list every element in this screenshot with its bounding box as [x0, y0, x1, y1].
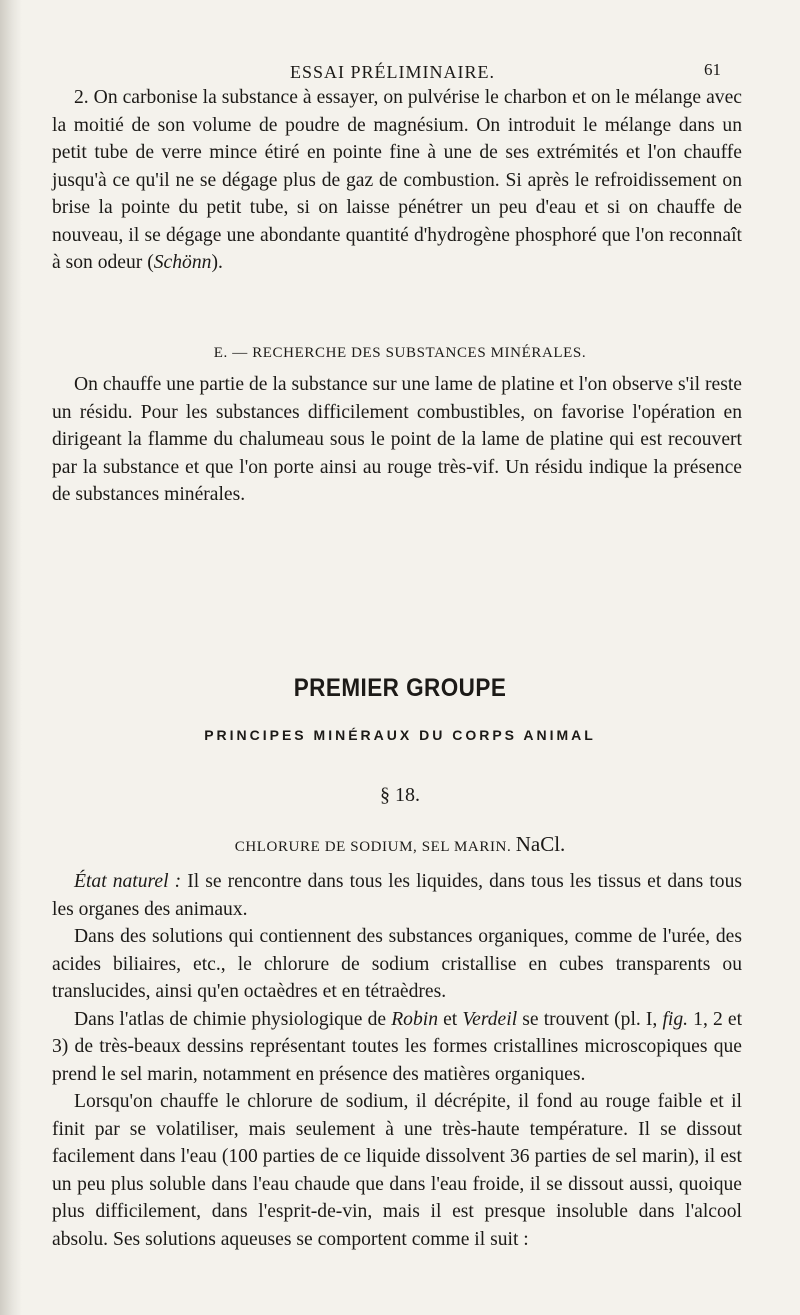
- author-schonn: Schönn: [153, 252, 212, 273]
- group-title: PREMIER GROUPE: [293, 674, 507, 702]
- paragraph-carbonisation: [52, 84, 742, 277]
- fig-abbrev: fig.: [662, 1008, 689, 1030]
- atlas-text-d: 1, 2 et 3) de très-beaux dessins représentant toutes les formes cristallines microscopiques que prend le sel marin, notamment en présence des matières organiques.: [52, 1008, 743, 1085]
- etat-naturel-label: État naturel :: [74, 871, 182, 892]
- paragraph-mineral-search: [52, 371, 742, 509]
- para1-text: 2. On carbonise la substance à essayer, on pulvérise le charbon et on le mélange avec la moitié de son volume de poudre de magnésium. On introduit le mélange dans un petit tube de verre mince étiré en pointe fine à une de ses extrémités et l'on chauffe jusqu'à ce qu'il ne se dégage plus de gaz de combustion. Si après le refroidissement on brise la pointe du petit tube, si on laisse pénétrer un peu d'eau et si on chauffe de nouveau, il se dégage une abondante quantité d'hydrogène phosphoré que l'on reconnaît à son odeur (: [52, 87, 742, 273]
- atlas-text-a: Dans l'atlas de chimie physiologique de: [74, 1008, 392, 1030]
- author-verdeil: Verdeil: [462, 1008, 518, 1030]
- running-title: ESSAI PRÉLIMINAIRE.: [290, 62, 496, 82]
- para1-end: ).: [211, 252, 223, 273]
- etat-naturel-text: Il se rencontre dans tous les liquides, dans tous les tissus et dans tous les organes des animaux.: [52, 871, 742, 920]
- compound-name: CHLORURE DE SODIUM, SEL MARIN.: [234, 839, 512, 855]
- section-heading-e: E. — RECHERCHE DES SUBSTANCES MINÉRALES.: [213, 345, 587, 361]
- paragraph-atlas: [52, 1006, 742, 1089]
- group-subtitle: PRINCIPES MINÉRAUX DU CORPS ANIMAL: [204, 727, 596, 743]
- atlas-text-c: se trouvent (pl. I,: [517, 1008, 663, 1030]
- compound-formula: NaCl.: [515, 832, 566, 856]
- page-binding-edge: [0, 0, 22, 1315]
- page-number: 61: [704, 60, 721, 79]
- paragraph-solutions: Dans des solutions qui contiennent des substances organiques, comme de l'urée, des acides biliaires, etc., le chlorure de sodium cristallise en cubes transparents ou translucides, ainsi qu'en octaèdres et en tétraèdres.: [52, 926, 742, 1002]
- para2-text: On chauffe une partie de la substance sur une lame de platine et l'on observe s'il reste un résidu. Pour les substances difficilement combustibles, on favorise l'opération en dirigeant la flamme du chalumeau sous le point de la lame de platine qui est recouvert par la substance et que l'on porte ainsi au rouge très-vif. Un résidu indique la présence de substances minérales.: [52, 374, 742, 505]
- atlas-text-b: et: [438, 1008, 463, 1030]
- paragraph-etat-naturel: [52, 868, 742, 923]
- author-robin: Robin: [391, 1008, 438, 1030]
- compound-title: [0, 832, 800, 857]
- section-number: § 18.: [380, 784, 420, 806]
- paragraph-heating: Lorsqu'on chauffe le chlorure de sodium, il décrépite, il fond au rouge faible et il finit par se volatiliser, mais seulement à une très-haute température. Il se dissout facilement dans l'eau (100 parties de ce liquide dissolvent 36 parties de sel marin), il est un peu plus soluble dans l'eau chaude que dans l'eau froide, il se dissout aussi, quoique plus difficilement, dans l'esprit-de-vin, mais il est presque insoluble dans l'alcool absolu. Ses solutions aqueuses se comportent comme il suit :: [52, 1091, 742, 1250]
- section-body: [52, 868, 742, 1253]
